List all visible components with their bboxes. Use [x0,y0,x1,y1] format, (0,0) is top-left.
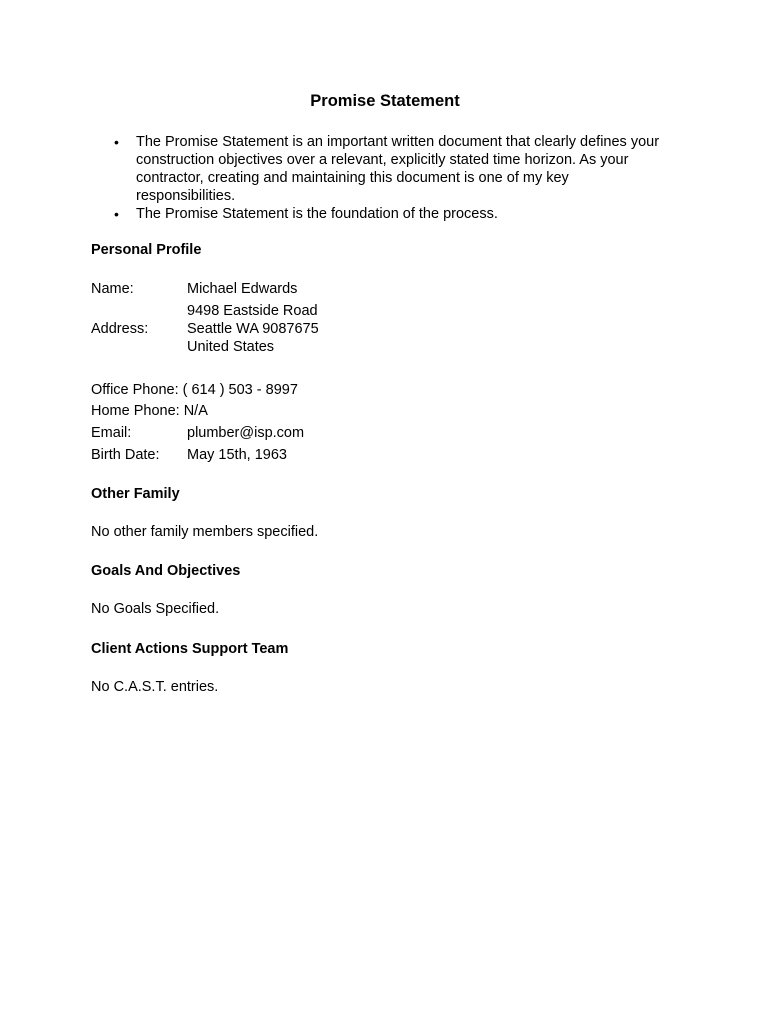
personal-profile-heading: Personal Profile [91,242,202,258]
home-phone: Home Phone: N/A [91,403,208,419]
office-phone: Office Phone: ( 614 ) 503 - 8997 [91,382,298,398]
cast-heading: Client Actions Support Team [91,641,289,657]
address-line-1: 9498 Eastside Road [187,303,318,319]
email-value: plumber@isp.com [187,425,305,441]
address-value [187,302,319,356]
page-title: Promise Statement [310,92,460,110]
bullet-item: • The Promise Statement is an important written document that clearly defines your construction objectives over a relevant, explicitly stated time horizon. As your contractor, creating and maintaining this document is one of my key responsibilities. [91,133,671,205]
email-label: Email: [91,425,132,441]
address-line-2: Seattle WA 9087675 [187,321,319,337]
birth-date-value: May 15th, 1963 [187,447,287,463]
cast-text: No C.A.S.T. entries. [91,679,219,695]
goals-heading: Goals And Objectives [91,563,241,579]
address-line-3: United States [187,339,275,355]
other-family-heading: Other Family [91,486,180,502]
birth-date-label: Birth Date: [91,447,160,463]
name-value: Michael Edwards [187,281,298,297]
other-family-text: No other family members specified. [91,524,319,540]
bullet-item: • The Promise Statement is the foundation of the process. [91,205,671,223]
address-label: Address: [91,321,149,337]
intro-bullet-list [91,133,671,223]
goals-text: No Goals Specified. [91,601,220,617]
name-label: Name: [91,281,134,297]
